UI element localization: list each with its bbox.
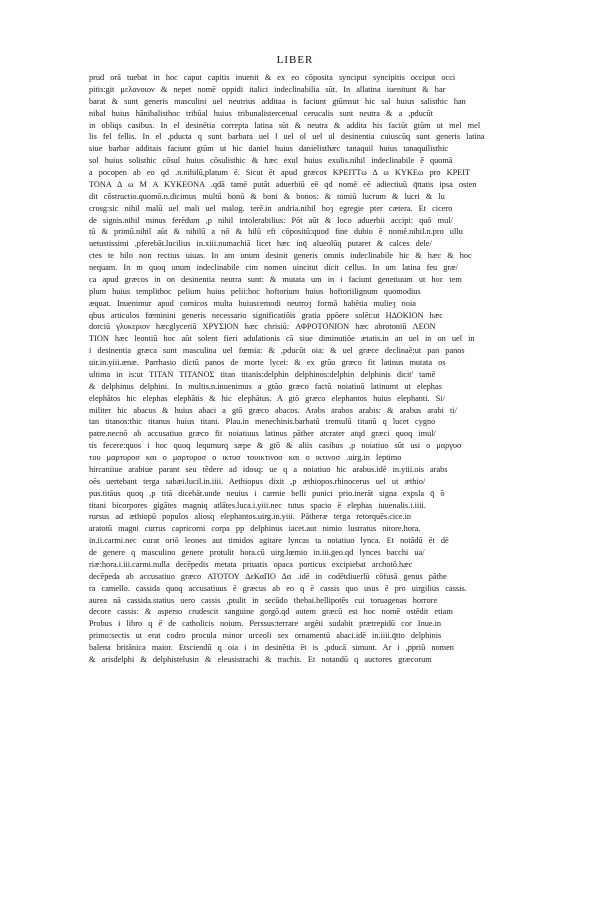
text-line: balena britānica maior. Etsciendū q oia i in desinētia ēt is ,pducā simunt. Ar i ,ppriū nomen bbox=[89, 643, 454, 652]
text-line: decēpeda ab accusatiuo græco ΑΤΟΤΟΥ ΔεΚαΠΟ Δα .idē in codētdiuerlū cōfusā genus pāthe bbox=[89, 571, 447, 581]
text-line: & arisdelphi & delphistelusin & eleusistrachi & trachis. Et notandū q auctores græcorum bbox=[89, 654, 432, 664]
text-line: nibal huius hānibalisthoc tribūal huius tribunalistercetual cerucalis sunt neutra & a ,pducūt bbox=[89, 108, 433, 118]
text-line: pus.titāus quoq ,p titā dicebāt.unde neuius i carmie belli punici prio.inerāt signa expsla q̄ ō bbox=[89, 488, 445, 498]
text-line: primo:sectis ut erat codro procula minor urceoli sex ornamentū abaci.idē in.iiii.q̄tto delphinis bbox=[89, 631, 442, 641]
text-line: rursus ad æthiopū populos aliosq elephantos.uirg.in.yiii. Pātheræ terga retorquēs.cice.in bbox=[89, 512, 412, 522]
text-line: ΤΙΟΝ hæc leontiū hoc aūt solent fieri adulationis cā siue diminutiōe ætatis.in an uel in on uel in bbox=[89, 334, 475, 344]
text-line: prud orā tuebat in hoc caput capitis inuenit & ex eo cōposita synciput syncipitis occiput occi bbox=[89, 73, 456, 82]
text-line: titani bicorpores gigātes magniq atlātes.luca.i.yiii.nec tutus spacio ē elephas iuuenalis.i.iiii. bbox=[89, 500, 426, 510]
text-line: patre.necnō ab accusatiuo græco fit noiatiuus latinus pāther atcrater atqd græci quoq imul/ bbox=[89, 429, 436, 439]
text-line: tū & primū.nihil aūt & nihilū a nō & hilū eft cōpositū:quod fine dubio ē nomē.nihil.n.pro ullu bbox=[89, 227, 463, 237]
text-line: barat & sunt generis masculini uel neutrius additaa is faciunt gtūmsut hic sal huius salisthic han bbox=[89, 96, 466, 106]
text-line: riæ:hora.i.iii.carmi.nulla decēpedis metata priuatis opaca porticus excipiebat archotō.hæc bbox=[89, 559, 413, 569]
text-line: plum huius templithoc pelium huius pelii:hoc hoftorium huius hoftoriilignum quomodius bbox=[89, 286, 421, 296]
text-line: æquat. Inuenimur apud comicos multa huiuscemodi neutroȝ formā habētia mulieȝ noia bbox=[89, 298, 416, 308]
body-text bbox=[89, 72, 493, 666]
running-head: LIBER bbox=[276, 54, 314, 66]
text-line: ΤΟΝΑ Δ ω Μ Α ΚΥΚΕΟΝΑ .qdā tamē putāt aduerbiū eē qd nomē eē adiectiuū q̄ttatis ipsa osten bbox=[89, 179, 477, 189]
text-line: de genere q masculino genere protulit hora.cū uirg.lœmio in.iii.geo.qd lynces bacchi ua/ bbox=[89, 548, 425, 557]
text-line: a pocopen ab eo qd .n.nihilū,platum ē. Sicut ēt apud græcos ΚΡΕΙΤΤω Δ ω ΚΥΚΕω pro ΚΡΕΙΤ bbox=[89, 168, 471, 177]
text-line: crosg:sic nihil malū uel mali uel malog. terē.in andria.nihil hoȝ egregie pter cætera. Et cicero bbox=[89, 203, 453, 213]
text-line: ultima in is:ut ΤΙΤΑΝ ΤΙΤΑΝΟΣ titan titanis:delphin delphinos:delphin delphinis dicit' tamē bbox=[89, 369, 436, 379]
text-line: dit cōstructio.quomō.n.dicimus multū bonū & boni & bonos: & nimiū lucrum & lucri & lu bbox=[89, 191, 445, 201]
text-line: aurea nā cassida.statius uero cassis ,ptulit in secūdo thebai.bellipotēs cui toruagenas horrore bbox=[89, 595, 438, 605]
text-line: ctes te hilo non rectius uiuas. In am unum desinit generis omnis indeclinabile hic & hæc & hoc bbox=[89, 251, 472, 261]
text-line: in.ii.carmi.nec curat oriō leones aut timidos agitare lyncas ta noiatiuo lynca. Et notādū ēt dē bbox=[89, 536, 449, 546]
text-line: του μαρτυροσ και ο μαρτυροσ ο ικτυσ τουικτινοσ και ο ικτινοσ .uirg.in leptimo bbox=[89, 453, 402, 462]
text-line: ca apud græcos in on desinentia neutra sunt: & mutata um in i faciunt genetiuum ut hoc tem bbox=[89, 274, 462, 284]
text-line: decore cassis: & asperso crudescit sanguine gorgō.qd autem græcū est hoc nomē ostēdit etiam bbox=[89, 607, 453, 617]
text-line: aratotū magni currus capricorni corpa pp delphinus iacet.aut nimio lustratus nitore.hora. bbox=[89, 524, 421, 534]
text-line: Probus i libro q ē de catholicis noium. Perssus:terrare argēti sudabit prætrepidū cor Inue.in bbox=[89, 619, 442, 629]
text-line: militer hic abacus & huius abaci a gtō græco abacos. Arabs arabos arabis: & arabus arabi ti/ bbox=[89, 405, 457, 415]
text-line: nequam. In m quoq unum indeclinabile cim nomen uincitut dicit cellus. In um latina feu græ/ bbox=[89, 263, 458, 272]
text-line: de signis.nihil minus ferēdum ,p nihil intolerabilius: Pōt aūt & loco aduerbii accipi: quō mul/ bbox=[89, 215, 453, 225]
text-line: tan titanos:thic titanus huius titani. Plau.in menechinis.barbatū tremulū titanū q lucet cygno bbox=[89, 417, 436, 427]
text-line: i desinentia græca sunt masculina uel fœmia: & ,pducūt oia: & uel græce declinaē:ut pan panos bbox=[89, 346, 465, 356]
text-line: tis fecere:quos i hoc quoq lequmurq sæpe & gtō & aliis casibus ,p noiatiuo sūt usi ο μαργυσ bbox=[89, 441, 462, 451]
text-line: qbus articulos fœminini generis necessario significatiōis gratia ppōere solēt:ut ΗΔΟΚΙΟΝ hæc bbox=[89, 310, 443, 320]
text-line: uir.in.yiii.ænæ. Parrhasio dictū panos de morte lycei: & ex gtūo græco fit latinus mutata os bbox=[89, 358, 446, 367]
text-line: in obliqs casibus. In el desinētia correpta latina sūt & neutra & addita his faciūt gtūm ut mel mel bbox=[89, 120, 481, 130]
text-line: ra camello. cassida quoq accusatiuus ē græcus ab eo q ē cassis quo usus ē pro uirgilius cassis. bbox=[89, 583, 467, 593]
text-line: pitis:git μελανοιον & nepet nomē oppidi italici indeclinabilia sūt. In allatina iuenitunt & bar bbox=[89, 84, 446, 94]
text-line: siue barbar additais faciunt gtūm ut hic daniel huius danielisthæc tanaquil huius tanaquilisthic bbox=[89, 144, 449, 154]
text-line: elephātos hic elephas elephātis & hic elephātus. A gtō græco elephantos huius elephanti. Si/ bbox=[89, 393, 445, 403]
text-line: sol huius solisthic cōsul huius cōsulisthic & hæc exul huius exulis.nihil indeclinabile ē quomā bbox=[89, 156, 453, 166]
text-line: uetustissimi ,pferebāt.lucilius in.xiii.numachiā licet hæc inq̄ alueolūq putaret & calces dele/ bbox=[89, 239, 432, 249]
text-line: oēs uertebant terga sabæi.lucil.in.iiii. Aethiopus dixit ,p æthiopos.rhinocerus uel ut æthio/ bbox=[89, 476, 426, 486]
text-line: dorciū γλυκεριον hæcglyceriū ΧΡΥΣΙΟΝ hæc chrisiū: ΑΦΡΟΤΟΝΙΟΝ hæc abrotoniū ΛΕΟΝ bbox=[89, 322, 436, 332]
text-line: hircaniiue arabiue parant seu tēdere ad idosq: ue q a noiatiuo hic arabus.idē in.yiii.ois arabs bbox=[89, 464, 448, 474]
text-line: & delphinus delphini. In multis.n.inuenimus a gtūo græco factū noiatiuū latinumt ut elephas bbox=[89, 381, 442, 391]
text-line: lis fel fellis. In el ,pducta q sunt barbara uel l uel ol uel ul desinentia cuiuscūq sunt generis latina bbox=[89, 132, 485, 142]
